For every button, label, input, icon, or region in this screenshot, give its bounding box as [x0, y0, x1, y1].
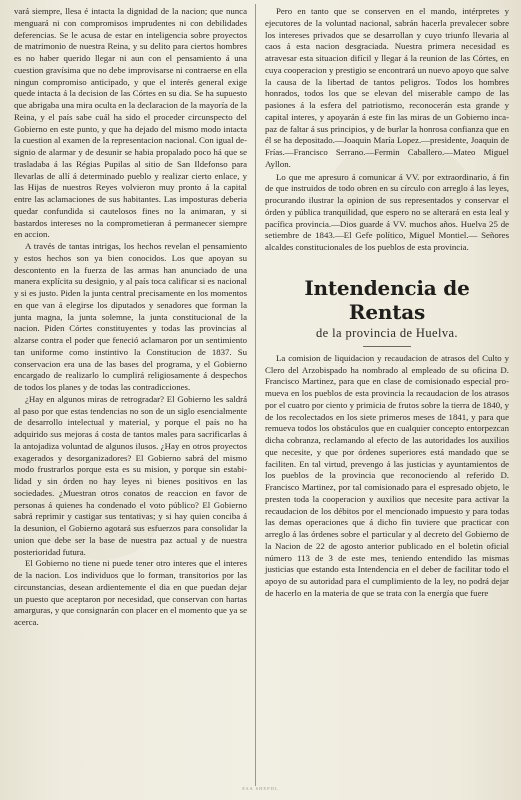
- heading-rule: [363, 346, 411, 347]
- section-title: Intendencia de Rentas: [304, 275, 470, 324]
- right-paragraph-1: Pero en tanto que se conserven en el mando, intérpretes y ejecutores de la voluntad nacional, sabrán hacerla prevalecer sobre los intereses privados que se desarrollan y cuyo triunfo llevaria al caos á esta nacion desgraciada. Nuestra primera necesidad es atravesar esta situacion difícil y llegar á la reunion de las Córtes, en cuya cooperacion y prestigio se encontrará un nuevo apoyo que salve la causa de la libertad de tantos peligros. Todos los hombres honrados, todos los que se elevan del miserable campo de las pasiones á la esfera del patriotismo, reconocerán esta grande y capital interes, y apoyarán á este fin las miras de un Gobierno incapaz de faltar á sus principios, y de burlar la honrosa confianza que en él se ha depositado.—Joaquin María Lopez.—presidente, Joaquin de Frías.—Francisco Serrano.—Fermin Caballero.—Mateo Miguel Ayllon.: [265, 6, 509, 169]
- left-column: [14, 6, 247, 629]
- intendencia-body: [265, 353, 509, 600]
- left-paragraph-2: A través de tantas intrigas, los hechos revelan el pensamiento y estos hechos son ya bien conocidos. Los que apoyan su descontento en la fuerza de las armas han anunciado de una manera explícita su designio, y al país toca calificar si es nacional y si es justo. Piden la junta central precisamente en los momentos en que van á elegirse los diputados y senadores que forman la junta magna, la junta solemne, la junta constitucional de la nacion. Piden Córtes constituyentes y todas las provincias al alzarse contra el poder que feneció aclamaron por un sentimiento tan uniforme como instintivo la Constitucion de 1837. Su conservacion era una de las bases del programa, y el Gobierno encargado de realizarlo lo cumplirá religiosamente á despechos de todos los planes y de todas las contradicciones.: [14, 241, 247, 392]
- section-heading: [265, 276, 509, 347]
- left-paragraph-3: ¿Hay en algunos miras de retrogradar? El Gobierno les saldrá al paso por que estas tendencias no son de un siglo esencialmente de desarrollo intelectual y material, y porque el país no ha adquirido sus mejoras á costa de tantos males para sacrificarlas á la antojadiza voluntad de algunos ilusos. ¿Hay en otros proyectos exagerados y desorganizadores? El Gobierno sabrá del mismo modo frustrarlos porque esta es su mision, y porque sin estabilidad y sin órden no hay leyes ni bienes positivos en las sociedades. ¿Muestran otros conatos de reaccion en favor de personas á quienes ha condenado el voto público? El Gobierno sabrá reprimir y castigar sus tentativas; y si hay quien conciba á la desunion, el Gobierno agotará sus esfuerzos para consolidar la union que debe ser la base de nuestra paz actual y de nuestra posterioridad futura.: [14, 393, 247, 557]
- right-paragraph-3: La comision de liquidacion y recaudacion de atrasos del Culto y Clero del Arzobispado ha nombrado al empleado de su oficina D. Francisco Martinez, para que en clase de comisionado especial promueva en los pueblos de esta provincia la recaudacion de los atrasos por el cuatro por ciento y primicia de frutos sobre la tierra de 1840, y de los recolectados en los siete primeros meses de 1841, y para que remueva todos los obstáculos que en cualquier concepto entorpezcan dicha cobranza, reclamando al efecto de las autoridades los auxilios que necesite, y que por órdenes superiores está mandado que se faciliten. En tal virtud, prevengo á las justicias y ayuntamientos de los pueblos de la provincia que reconociendo al referido D. Francisco Martinez, por tal comisionado para el espresado objeto, le presten toda la cooperacion y auxilios que necesite para activar la recaudacion de los débitos por el mencionado impuesto y para todas las demas operaciones que á dicho fin tuviere que practicar con arreglo á las órdenes sobre el particular y al decreto del Gobierno de la Nacion de 22 de agosto anterior publicado en el boletin oficial número 113 de 3 de este mes, teniendo entendido las mismas justicias que estando esta Intendencia en el deber de facilitar todo el apoyo de su autoridad para el cumplimiento de la ley, no podrá dejar de hacerlo en la materia de que se trata con la energía que fuere: [265, 352, 509, 598]
- right-paragraph-2: Lo que me apresuro á comunicar á VV. por extraordinario, á fin de que instruidos de todo obren en su círculo con arreglo á las leyes, procurando ilustrar la opinion de sus representados y conservar el órden y pública tranquilidad, que espero no se alterará en esta leal y pacífica provincia.—Dios guarde á VV. muchos años. Huelva 25 de setiembre de 1843.—El Gefe político, Miguel Montiel.— Señores alcaldes constitucionales de los pueblos de esta provincia.: [265, 171, 509, 252]
- left-paragraph-1: vará siempre, llesa é intacta la dignidad de la nacion; que nunca menguará ni con compromisos imprudentes ni con debilidades deferencias. Se le acusa de estar en inteligencia sobre proyectos de matrimonio de nuestra Reina, y su delito para ciertos hombres es no haber querido llegar ni aun con el pensamiento á una cuestion gravísima que no debe improvisarse ni contraerse en ella ningun compromiso anticipado, y que el interés general exige quede intacta á la decision de las Córtes en su dia. Se ha supuesto que abrigaba una mira oculta en la declaracion de la mayoría de la Reina, y el país sabe cuál ha sido el proceder circunspecto del Gobierno en este punto, y que ha dejado del mismo modo intacta la cuestion al examen de la representacion nacional. Con igual designio de alarmar y de desunir se habia propalado poco há que se trasladaba á las Régias Pupilas al sitio de San Ildefonso para llevarlas de allí á determinado pueblo y realizar cierto enlace, y las Hijas de nuestros Reyes volvieron muy pronto á la capital entre las aclamaciones de sus habitantes. Las imposturas deberia quedar confundida si cautelosos fines no la animaran, y si bastardos intereses no la comprometieran á permanecer siempre en accion.: [14, 6, 248, 240]
- right-column: [265, 6, 509, 600]
- section-subtitle: de la provincia de Huelva.: [316, 325, 458, 340]
- left-paragraph-4: El Gobierno no tiene ni puede tener otro interes que el interes de la nacion. Los individuos que lo forman, transitorios por las circunstancias, desean ardientemente el dia en que puedan dejar un puesto que aceptaron por necesidad, que conservan con hartas amarguras, y que consignarán con placer en el momento que ya se acerca.: [14, 558, 247, 627]
- footer-mark: ESA SHEPDL: [242, 786, 279, 791]
- column-divider: [255, 4, 256, 786]
